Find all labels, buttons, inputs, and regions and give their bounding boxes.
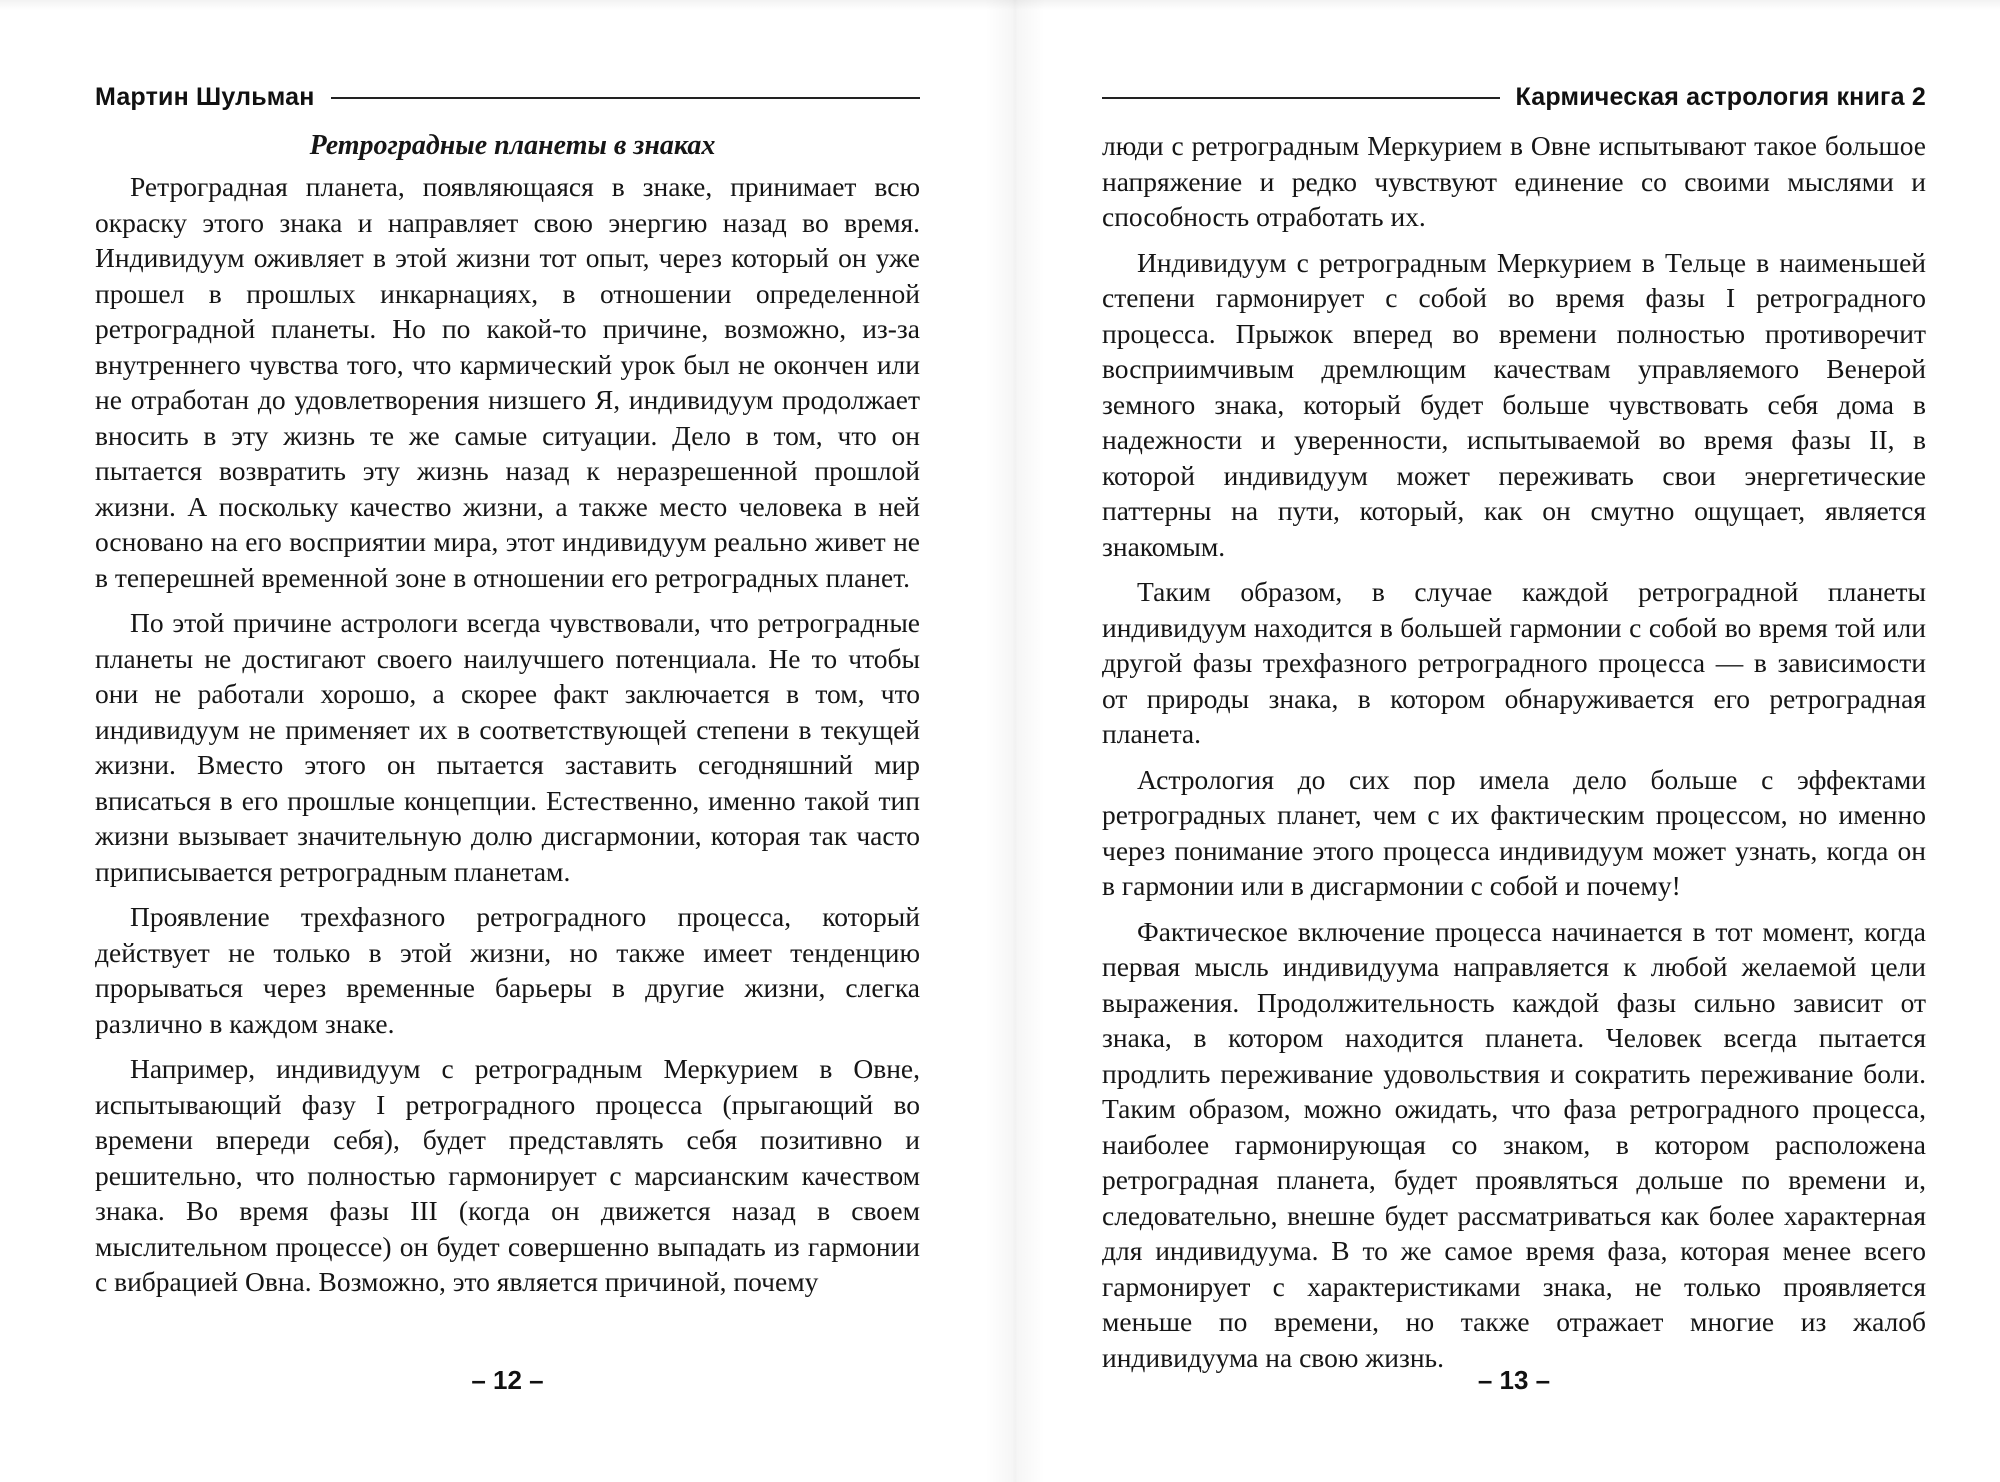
left-running-head xyxy=(95,80,920,114)
section-title: Ретроградные планеты в знаках xyxy=(309,130,716,161)
paragraph: Например, индивидуум с ретроградным Меркурием в Овне, испытывающий фазу I ретроградного процесса (прыгающий во времени впереди себя), будет представлять себя позитивно и решительно, что полностью гармонирует с марсианским качеством знака. Во время фазы III (когда он движется назад в своем мыслительном процессе) он будет совершенно выпадать из гармонии с вибрацией Овна. Возможно, это является причиной, почему xyxy=(95,1053,920,1297)
left-body-text xyxy=(95,128,920,1310)
paragraph: Ретроградная планета, появляющаяся в знаке, принимает всю окраску этого знака и направляет свою энергию назад во время. Индивидуум оживляет в этой жизни тот опыт, через который он уже прошел в прошлых инкарнациях, в отношении определенной ретроградной планеты. Но по какой-то причине, возможно, из-за внутреннего чувства того, что кармический урок был не окончен или не отработан до удовлетворения низшего Я, индивидуум продолжает вносить в эту жизнь те же самые ситуации. Дело в том, что он пытается возвратить эту жизнь назад к неразрешенной прошлой жизни. А поскольку качество жизни, а также место человека в ней основано на его восприятии мира, этот индивидуум реально живет не в теперешней временной зоне в отношении его ретроградных планет. xyxy=(95,171,920,593)
book-gutter xyxy=(985,0,1045,1482)
paragraph: Астрология до сих пор имела дело больше с эффектами ретроградных планет, чем с их фактическим процессом, но именно через понимание этого процесса индивидуум может узнать, когда он в гармонии или в дисгармонии с собой и почему! xyxy=(1102,763,1926,901)
right-page xyxy=(1102,0,1926,1482)
author-name: Мартин Шульман xyxy=(95,82,315,111)
right-running-head xyxy=(1102,80,1926,114)
book-title: Кармическая астрология книга 2 xyxy=(1515,82,1926,111)
paragraph: Таким образом, в случае каждой ретроградной планеты индивидуум находится в большей гармонии с собой во время той или другой фазы трехфазного ретроградного процесса — в зависимости от природы знака, в котором обнаруживается его ретроградная планета. xyxy=(1102,576,1926,749)
page-number: – 12 – xyxy=(471,1365,544,1395)
paragraph: Фактическое включение процесса начинается в тот момент, когда первая мысль индивидуума направляется к любой желаемой цели выражения. Продолжительность каждой фазы сильно зависит от знака, в котором находится планета. Человек всегда пытается продлить переживание удовольствия и сократить переживание боли. Таким образом, можно ожидать, что фаза ретроградного процесса, наиболее гармонирующая со знаком, в котором расположена ретроградная планета, будет проявляться дольше по времени и, следовательно, внешне будет рассматриваться как более характерная для индивидуума. В то же самое время фаза, которая менее всего гармонирует с характеристиками знака, не только проявляется меньше по времени, но также отражает многие из жалоб индивидуума на свою жизнь. xyxy=(1102,915,1926,1373)
paragraph: люди с ретроградным Меркурием в Овне испытывают такое большое напряжение и редко чувствуют единение со своими мыслями и способность отработать их. xyxy=(1102,130,1926,232)
header-rule xyxy=(331,97,920,99)
right-body-text xyxy=(1102,128,1926,1385)
page-number: – 13 – xyxy=(1477,1365,1551,1395)
header-rule xyxy=(1102,97,1500,99)
paragraph: Индивидуум с ретроградным Меркурием в Тельце в наименьшей степени гармонирует с собой во время фазы I ретроградного процесса. Прыжок вперед во времени полностью противоречит восприимчивым дремлющим качествам управляемого Венерой земного знака, который будет больше чувствовать себя дома в надежности и уверенности, испытываемой во время фазы II, в которой индивидуум может переживать свои энергетические паттерны на пути, который, как он смутно ощущает, является знакомым. xyxy=(1102,246,1926,562)
paragraph: По этой причине астрологи всегда чувствовали, что ретроградные планеты не достигают своего наилучшего потенциала. Не то чтобы они не работали хорошо, а скорее факт заключается в том, что индивидуум не применяет их в соответствующей степени в текущей жизни. Вместо этого он пытается заставить сегодняшний мир вписаться в его прошлые концепции. Естественно, именно такой тип жизни вызывает значительную долю дисгармонии, которая так часто приписывается ретроградным планетам. xyxy=(95,607,920,887)
paragraph: Проявление трехфазного ретроградного процесса, который действует не только в этой жизни, но также имеет тенденцию прорываться через временные барьеры в другие жизни, слегка различно в каждом знаке. xyxy=(95,901,920,1039)
left-page xyxy=(95,0,920,1482)
